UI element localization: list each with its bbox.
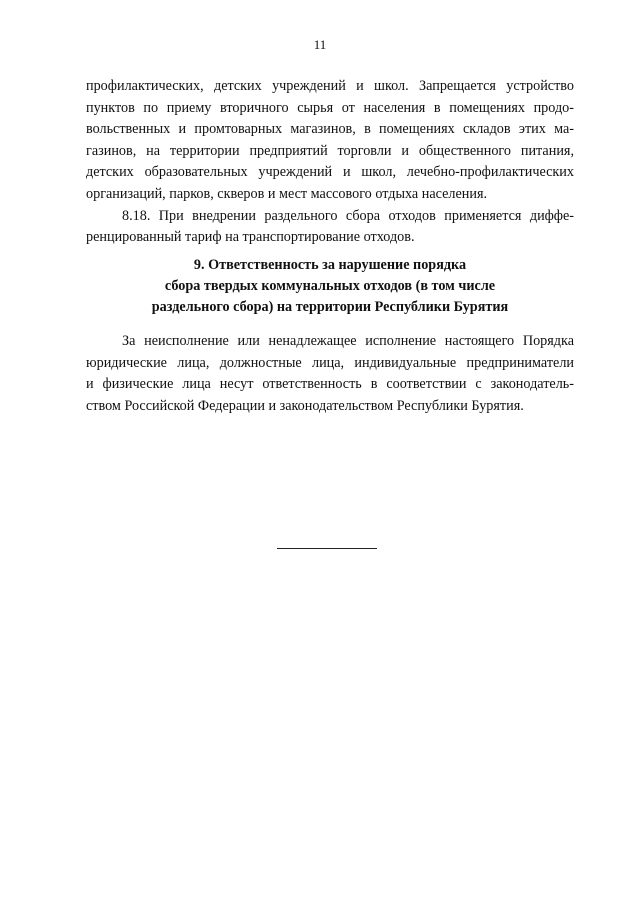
paragraph-line: газинов, на территории предприятий торговли и общественного питания, [86, 142, 574, 159]
section-heading [86, 255, 574, 319]
paragraph-line: ством Российской Федерации и законодательством Республики Бурятия. [86, 397, 524, 414]
paragraph-line: детских образовательных учреждений и школ, лечебно-профилактических [86, 164, 574, 181]
paragraph-line: организаций, парков, скверов и мест массового отдыха населения. [86, 185, 488, 202]
paragraph-line: За неисполнение или ненадлежащее исполнение настоящего Порядка [122, 333, 574, 349]
paragraph-line: 8.18. При внедрении раздельного сбора отходов применяется диффе- [122, 207, 574, 224]
body-text-top [86, 76, 574, 249]
paragraph-line: профилактических, детских учреждений и школ. Запрещается устройство [86, 78, 574, 94]
heading-line: раздельного сбора) на территории Республики Бурятия [151, 299, 509, 316]
heading-line: сбора твердых коммунальных отходов (в том числе [164, 278, 496, 295]
page-number: 11 [313, 37, 327, 52]
paragraph-line: пунктов по приему вторичного сырья от населения в помещениях продо- [86, 99, 574, 116]
end-separator-line [277, 548, 377, 549]
paragraph-line: и физические лица несут ответственность в соответствии с законодатель- [86, 376, 574, 393]
body-text-bottom [86, 331, 574, 417]
paragraph-line: юридические лица, должностные лица, индивидуальные предприниматели [86, 354, 574, 371]
paragraph-line: вольственных и промтоварных магазинов, в помещениях складов этих ма- [86, 121, 574, 138]
heading-line: 9. Ответственность за нарушение порядка [193, 257, 467, 273]
paragraph-line: ренцированный тариф на транспортирование отходов. [86, 229, 415, 246]
